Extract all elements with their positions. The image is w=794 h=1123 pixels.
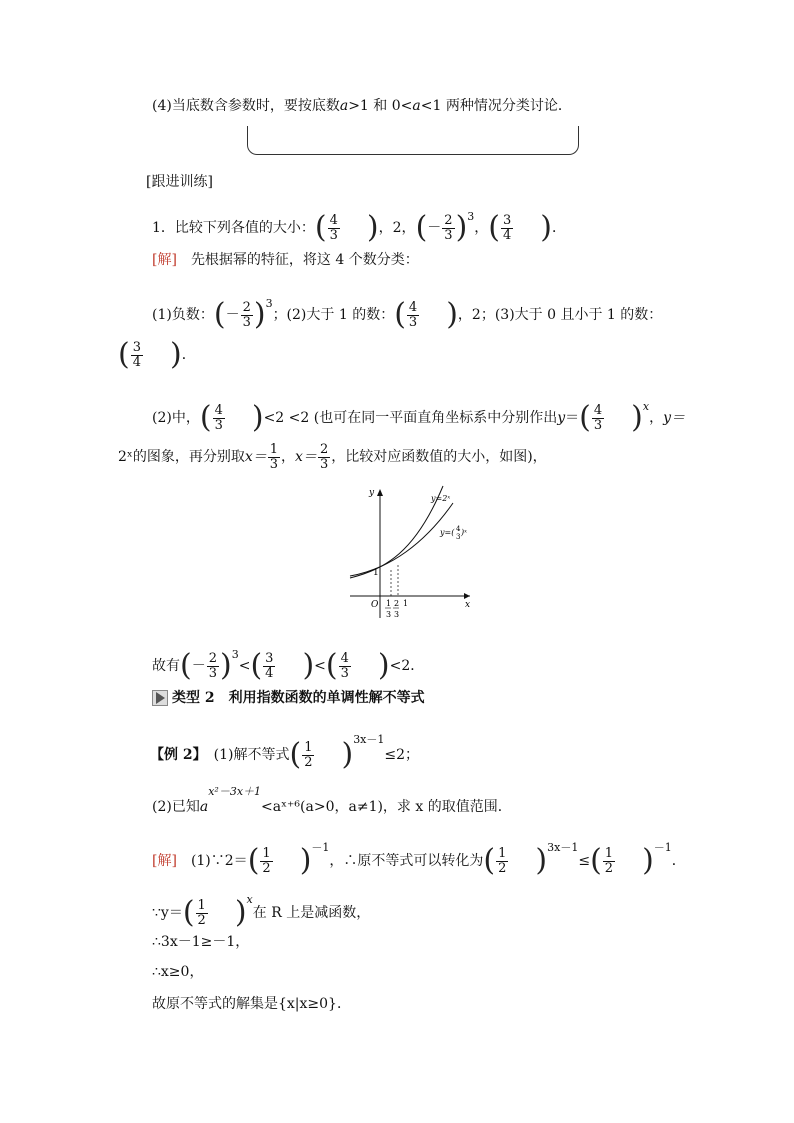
frac-num: 2 bbox=[208, 650, 217, 666]
frac-den: 3 bbox=[329, 227, 338, 243]
y-one-label: 1 bbox=[373, 568, 379, 578]
s2-l1-c: ≤ bbox=[578, 853, 591, 869]
label-4-3x-den: 3 bbox=[456, 533, 461, 541]
solution1-line2 bbox=[152, 287, 662, 332]
neg-sign: － bbox=[225, 307, 240, 323]
paren-open: ( bbox=[394, 297, 406, 332]
frac-1-3 bbox=[268, 443, 280, 472]
y-axis-label: y bbox=[369, 488, 375, 498]
s2-l1-b: ，∴原不等式可以转化为 bbox=[329, 853, 484, 869]
paren-close: ) bbox=[455, 210, 468, 245]
frac-den: 3 bbox=[242, 314, 251, 330]
frac-den: 3 bbox=[408, 314, 418, 330]
frac-den: 2 bbox=[304, 754, 313, 770]
s2-l1-end: ． bbox=[671, 853, 686, 869]
frac-num: 4 bbox=[340, 650, 349, 666]
conclusion-line bbox=[152, 638, 424, 683]
line2-a: (1)负数： bbox=[152, 307, 214, 323]
frac-4-3 bbox=[339, 652, 351, 681]
q1-sep1: ，2， bbox=[378, 220, 416, 236]
frac-num: 4 bbox=[214, 402, 223, 418]
paren-open: ( bbox=[488, 210, 500, 245]
q2-exponent: x²－3x＋1 bbox=[208, 785, 262, 798]
paren-close: ) bbox=[220, 648, 232, 683]
q2-base: a bbox=[199, 799, 209, 815]
frac-num: 4 bbox=[408, 299, 418, 315]
x-axis-arrow bbox=[464, 593, 470, 599]
frac-4-3 bbox=[592, 404, 604, 433]
solution-tag: [解] bbox=[152, 252, 177, 268]
tick-1-3-den: 3 bbox=[386, 610, 392, 619]
frac-den: 3 bbox=[444, 227, 453, 243]
frac-num: 1 bbox=[269, 441, 279, 457]
paren-open: ( bbox=[314, 210, 327, 245]
solution2-line1 bbox=[152, 828, 686, 881]
curve-4-3x bbox=[350, 503, 453, 576]
frac-den: 4 bbox=[265, 665, 274, 681]
y-axis-arrow bbox=[377, 489, 383, 496]
frac-1-2 bbox=[302, 741, 314, 770]
line5-a: 2ˣ的图象，再分别取 bbox=[118, 449, 245, 465]
frac-num: 2 bbox=[242, 299, 251, 315]
type2-header bbox=[152, 688, 425, 708]
var-y: y bbox=[557, 410, 566, 426]
point4-var-a2: a bbox=[412, 98, 421, 114]
example2-q2 bbox=[152, 772, 512, 827]
s2-l1-exp: －1 bbox=[311, 841, 330, 854]
play-icon bbox=[152, 690, 168, 706]
frac-den: 3 bbox=[340, 665, 349, 681]
paren-open: ( bbox=[182, 895, 195, 930]
exponential-graph bbox=[345, 483, 480, 623]
frac-den: 4 bbox=[132, 354, 141, 370]
point4-part-c: <1 两种情况分类讨论． bbox=[420, 98, 572, 114]
practice-q1 bbox=[152, 200, 566, 245]
frac-num: 3 bbox=[503, 212, 512, 228]
s2-l2-b: 在 R 上是减函数， bbox=[252, 905, 371, 921]
q1-sep2: ， bbox=[474, 220, 489, 236]
q1-label: 1．比较下列各值的大小： bbox=[152, 220, 315, 236]
frac-2-3 bbox=[207, 652, 219, 681]
solution2-line3: ∴3x－1≥－1， bbox=[152, 934, 250, 950]
frac-den: 2 bbox=[498, 860, 507, 876]
tick-2-3-num: 2 bbox=[394, 599, 400, 608]
frac-num: 4 bbox=[593, 402, 603, 418]
frac-den: 3 bbox=[214, 417, 223, 433]
label-4-3x-num: 4 bbox=[456, 525, 461, 533]
frac-num: 1 bbox=[262, 845, 271, 861]
paren-close: ) bbox=[631, 400, 643, 435]
paren-open: ( bbox=[118, 337, 130, 372]
cube-exp: 3 bbox=[231, 648, 239, 661]
paren-open: ( bbox=[579, 400, 591, 435]
solution1-line4 bbox=[152, 390, 685, 435]
frac-1-2 bbox=[196, 899, 208, 928]
s2-l1-exp2: 3x－1 bbox=[547, 841, 579, 854]
line4-d: ， bbox=[649, 410, 664, 426]
paren-close: ) bbox=[251, 400, 264, 435]
point4-var-a1: a bbox=[339, 98, 349, 114]
q2-b: <aˣ⁺⁶(a>0，a≠1)，求 x 的取值范围． bbox=[261, 799, 512, 815]
solution2-line5: 故原不等式的解集是{x|x≥0}． bbox=[152, 996, 351, 1012]
frac-num: 1 bbox=[197, 897, 206, 913]
tick-2-3-den: 3 bbox=[394, 610, 400, 619]
line5-sep: ， bbox=[281, 449, 296, 465]
paren-close: ) bbox=[341, 737, 354, 772]
frac-3-4 bbox=[131, 341, 143, 370]
paren-close: ) bbox=[253, 297, 266, 332]
frac-num: 3 bbox=[132, 339, 141, 355]
q1-exponent: 3x－1 bbox=[353, 733, 385, 746]
paren-open: ( bbox=[289, 737, 302, 772]
solution2-line2 bbox=[152, 880, 370, 933]
frac-2-3 bbox=[442, 214, 454, 243]
solution-tag: [解] bbox=[152, 853, 177, 869]
paren-close: ) bbox=[446, 297, 458, 332]
frac-3-4 bbox=[263, 652, 275, 681]
frac-den: 2 bbox=[262, 860, 271, 876]
line4-e: y＝ bbox=[663, 410, 685, 426]
frac-num: 1 bbox=[498, 845, 507, 861]
lt1: < bbox=[238, 658, 251, 674]
q1-a: (1)解不等式 bbox=[213, 747, 290, 763]
point4-part-b: >1 和 0< bbox=[348, 98, 413, 114]
frac-4-3 bbox=[213, 404, 225, 433]
conclusion-end: <2． bbox=[389, 658, 425, 674]
frac-2-3 bbox=[318, 443, 330, 472]
frac-num: 3 bbox=[265, 650, 274, 666]
label-2x: y=2ˣ bbox=[431, 494, 451, 503]
paren-close: ) bbox=[234, 895, 247, 930]
paren-close: ) bbox=[535, 843, 548, 878]
q1-end: ． bbox=[552, 220, 566, 236]
frac-den: 4 bbox=[503, 227, 512, 243]
paren-close: ) bbox=[299, 843, 312, 878]
lt2: < bbox=[314, 658, 326, 674]
label-4-3x-pre: y=( bbox=[440, 528, 455, 537]
frac-1-2 bbox=[603, 847, 615, 876]
solution2-line4: ∴x≥0， bbox=[152, 964, 204, 980]
line3-end: ． bbox=[181, 347, 196, 363]
type2-title: 类型 2 利用指数函数的单调性解不等式 bbox=[172, 690, 425, 706]
paren-open: ( bbox=[247, 843, 260, 878]
frac-1-2 bbox=[260, 847, 272, 876]
x-axis-label: x bbox=[465, 600, 471, 610]
practice-header: [跟进训练] bbox=[146, 174, 213, 190]
cube-exp: 3 bbox=[265, 297, 273, 310]
frac-4-3 bbox=[407, 301, 419, 330]
frac-4-3 bbox=[328, 214, 340, 243]
line5-b: ，比较对应函数值的大小，如图)， bbox=[331, 449, 547, 465]
frac-num: 2 bbox=[444, 212, 453, 228]
paren-close: ) bbox=[377, 648, 390, 683]
frac-den: 3 bbox=[593, 417, 603, 433]
example2-q1 bbox=[150, 720, 419, 775]
origin-label: O bbox=[371, 600, 379, 610]
paren-close: ) bbox=[642, 843, 654, 878]
paren-open: ( bbox=[250, 648, 263, 683]
frac-num: 2 bbox=[319, 441, 329, 457]
solution1-line1 bbox=[152, 250, 419, 270]
s2-l1-exp3: －1 bbox=[653, 841, 672, 854]
neg-sign: － bbox=[427, 220, 442, 236]
paren-open: ( bbox=[180, 648, 192, 683]
frac-num: 1 bbox=[604, 845, 614, 861]
tick-1-3-num: 1 bbox=[386, 599, 392, 608]
line5-x1: x＝ bbox=[244, 449, 267, 465]
frac-1-2 bbox=[496, 847, 508, 876]
line4-a: (2)中， bbox=[152, 410, 200, 426]
paren-close: ) bbox=[302, 648, 315, 683]
frac-num: 1 bbox=[304, 739, 313, 755]
paren-open: ( bbox=[199, 400, 212, 435]
line2-c: ，2；(3)大于 0 且小于 1 的数： bbox=[457, 307, 663, 323]
frac-num: 4 bbox=[329, 212, 338, 228]
example-tag: 【例 2】 bbox=[150, 747, 200, 763]
paren-open: ( bbox=[213, 297, 226, 332]
q1-b: ≤2； bbox=[384, 747, 420, 763]
s2-l2-a: ∵y＝ bbox=[152, 905, 183, 921]
frac-den: 2 bbox=[604, 860, 614, 876]
paren-close: ) bbox=[366, 210, 379, 245]
s2-l1-a: (1)∵2＝ bbox=[190, 853, 248, 869]
q2-a: (2)已知 bbox=[152, 799, 200, 815]
frac-den: 3 bbox=[269, 456, 279, 472]
neg-sign: － bbox=[191, 658, 206, 674]
point4-part-a: (4)当底数含参数时，要按底数 bbox=[152, 98, 340, 114]
frac-2-3 bbox=[241, 301, 253, 330]
frac-den: 3 bbox=[208, 665, 217, 681]
line4-b: <2 <2 (也可在同一平面直角坐标系中分别作出 bbox=[263, 410, 558, 426]
conclusion-a: 故有 bbox=[152, 658, 180, 674]
point4-text bbox=[152, 96, 572, 116]
summary-bracket bbox=[247, 126, 579, 155]
label-4-3x-post: )ˣ bbox=[461, 528, 467, 537]
frac-den: 2 bbox=[197, 912, 206, 928]
paren-open: ( bbox=[590, 843, 602, 878]
cube-exp: 3 bbox=[467, 210, 475, 223]
solution1-line5 bbox=[118, 440, 547, 474]
frac-den: 3 bbox=[319, 456, 329, 472]
paren-open: ( bbox=[325, 648, 338, 683]
x-exp: x bbox=[642, 400, 650, 413]
line2-b: ；(2)大于 1 的数： bbox=[272, 307, 395, 323]
solution1-line3 bbox=[118, 338, 196, 372]
frac-3-4 bbox=[501, 214, 513, 243]
paren-close: ) bbox=[540, 210, 552, 245]
paren-open: ( bbox=[483, 843, 496, 878]
solution1-text1: 先根据幂的特征，将这 4 个数分类： bbox=[190, 252, 419, 268]
line5-x2: x＝ bbox=[295, 449, 317, 465]
line4-c: ＝ bbox=[565, 410, 580, 426]
s2-l2-exp: x bbox=[246, 893, 253, 906]
tick-1: 1 bbox=[403, 599, 409, 608]
paren-open: ( bbox=[415, 210, 428, 245]
paren-close: ) bbox=[170, 337, 182, 372]
